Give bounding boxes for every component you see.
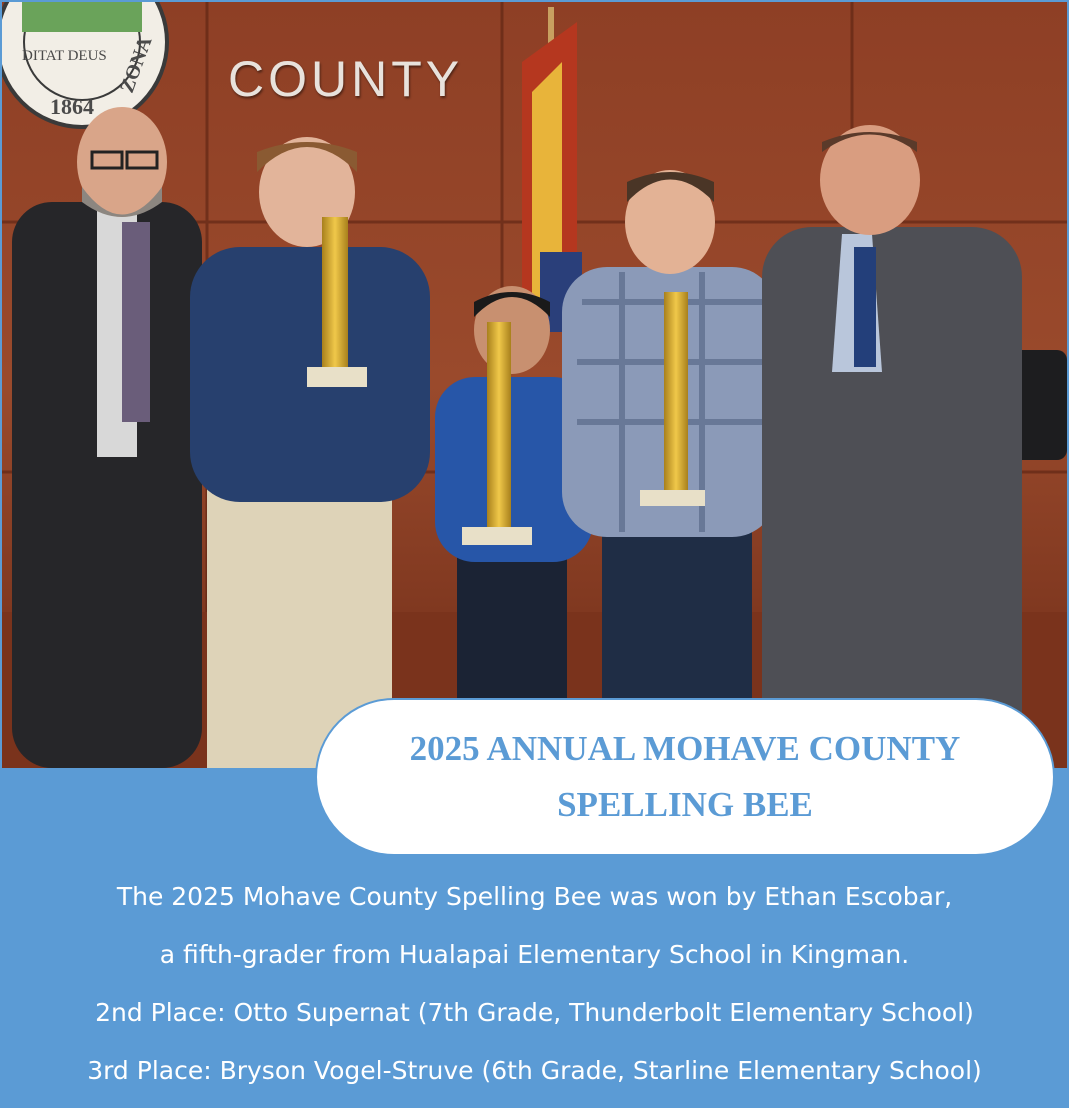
- trophy-2: [487, 322, 511, 532]
- award-photo: [2, 2, 1067, 768]
- trophy-1: [322, 217, 348, 382]
- seal-motto: DITAT DEUS: [22, 48, 107, 64]
- caption-block: [2, 868, 1067, 1100]
- title-banner: [315, 698, 1055, 856]
- seal-year: 1864: [50, 94, 94, 119]
- caption-winner-school: a fifth-grader from Hualapai Elementary School in Kingman.: [159, 940, 910, 969]
- title-line-2: SPELLING BEE: [557, 785, 813, 824]
- seal-state: ZONA: [116, 33, 157, 96]
- title-line-1: 2025 ANNUAL MOHAVE COUNTY: [409, 729, 961, 768]
- trophy-3: [664, 292, 688, 497]
- man-left: [12, 107, 202, 768]
- caption-third-place: 3rd Place: Bryson Vogel-Struve (6th Grade, Starline Elementary School): [87, 1056, 982, 1085]
- caption-winner: The 2025 Mohave County Spelling Bee was won by Ethan Escobar,: [116, 882, 953, 911]
- caption-second-place: 2nd Place: Otto Supernat (7th Grade, Thunderbolt Elementary School): [95, 998, 974, 1027]
- photo-illustration: [2, 2, 1067, 768]
- county-wall-sign: COUNTY: [228, 51, 464, 107]
